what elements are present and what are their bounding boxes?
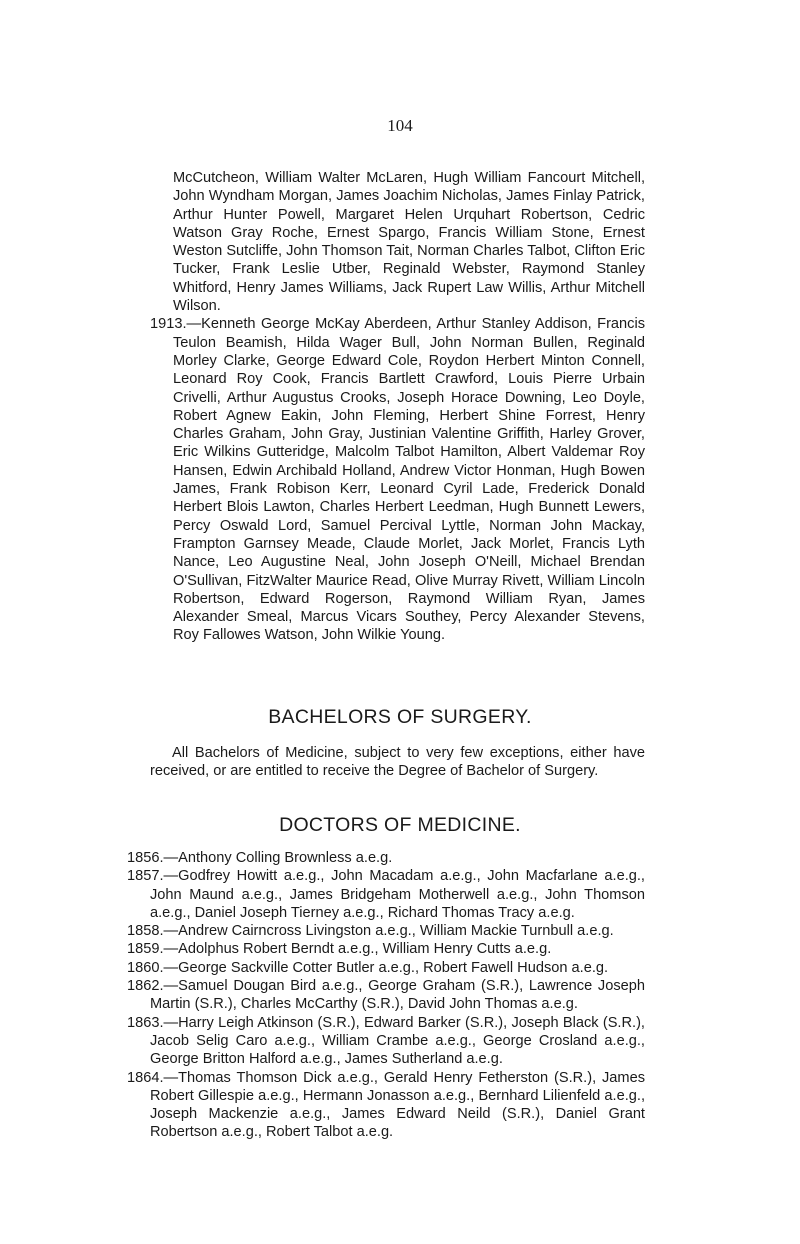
doctor-entry	[127, 1014, 645, 1069]
section-heading-surgery: BACHELORS OF SURGERY.	[268, 706, 532, 728]
doctor-entry	[127, 867, 645, 922]
entry-text: —Godfrey Howitt a.e.g., John Macadam a.e.g., John Macfarlane a.e.g., John Maund a.e.g., James Bridgeham Motherwell a.e.g., John Thomson a.e.g., Daniel Joseph Tierney a.e.g., Richard Thomas Tracy a.e.g.	[150, 868, 645, 921]
doctor-entry	[127, 922, 645, 940]
entry-text: —Adolphus Robert Berndt a.e.g., William Henry Cutts a.e.g.	[163, 941, 552, 958]
entry-year: 1859.	[127, 941, 164, 958]
entry-year: 1857.	[127, 868, 164, 885]
entry-year: 1863.	[127, 1014, 164, 1031]
doctor-entry	[127, 959, 645, 977]
entry-text: —Kenneth George McKay Aberdeen, Arthur Stanley Addison, Francis Teulon Beamish, Hilda Wager Bull, John Norman Bullen, Reginald Morley Clarke, George Edward Cole, Roydon Herbert Minton Connell, Leonard Roy Cook, Francis Bartlett Crawford, Louis Pierre Urbain Crivelli, Arthur Augustus Crooks, Joseph Horace Downing, Leo Doyle, Robert Agnew Eakin, John Fleming, Herbert Shine Forrest, Henry Charles Graham, John Gray, Justinian Valentine Griffith, Harley Grover, Eric Wilkins Gutteridge, Malcolm Talbot Hamilton, Albert Valdemar Roy Hansen, Edwin Archibald Holland, Andrew Victor Honman, Hugh Bowen James, Frank Robison Kerr, Leonard Cyril Lade, Frederick Donald Herbert Blois Lawton, Charles Herbert Leedman, Hugh Bunnett Lewers, Percy Oswald Lord, Samuel Percival Lyttle, Norman John Mackay, Frampton Garnsey Meade, Claude Morlet, Jack Morlet, Francis Lyth Nance, Leo Augustine Neal, John Joseph O'Neill, Michael Brendan O'Sullivan, FitzWalter Maurice Read, Olive Murray Rivett, William Lincoln Robertson, Edward Rogerson, Raymond William Ryan, James Alexander Smeal, Marcus Vicars Southey, Percy Alexander Stevens, Roy Fallowes Watson, John Wilkie Young.	[173, 316, 645, 644]
entry-year: 1913.	[150, 316, 187, 333]
continued-list: McCutcheon, William Walter McLaren, Hugh William Fancourt Mitchell, John Wyndham Morgan, James Joachim Nicholas, James Finlay Patrick, Arthur Hunter Powell, Margaret Helen Urquhart Robertson, Cedric Watson Gray Roche, Ernest Spargo, Francis William Stone, Ernest Weston Sutcliffe, John Thomson Tait, Norman Charles Talbot, Clifton Eric Tucker, Frank Leslie Utber, Reginald Webster, Raymond Stanley Whitford, Henry James Williams, Jack Rupert Law Willis, Arthur Mitchell Wilson.	[173, 170, 645, 315]
entry-year: 1856.	[127, 850, 164, 866]
entry-text: —Thomas Thomson Dick a.e.g., Gerald Henry Fetherston (S.R.), James Robert Gillespie a.e.g., Hermann Jonasson a.e.g., Bernhard Lilienfeld a.e.g., Joseph Mackenzie a.e.g., James Edward Neild (S.R.), Daniel Grant Robertson a.e.g., Robert Talbot a.e.g.	[150, 1069, 645, 1141]
entry-year: 1862.	[127, 978, 164, 995]
doctor-entry	[127, 849, 645, 867]
entry-text: —Samuel Dougan Bird a.e.g., George Graham (S.R.), Lawrence Joseph Martin (S.R.), Charles McCarthy (S.R.), David John Thomas a.e.g.	[150, 978, 645, 1013]
surgery-paragraph: All Bachelors of Medicine, subject to very few exceptions, either have received, or are entitled to receive the Degree of Bachelor of Surgery.	[150, 745, 645, 780]
entry-text: —Harry Leigh Atkinson (S.R.), Edward Barker (S.R.), Joseph Black (S.R.), Jacob Selig Caro a.e.g., William Crambe a.e.g., George Crosland a.e.g., George Britton Halford a.e.g., James Sutherland a.e.g.	[150, 1014, 645, 1068]
entry-year: 1860.	[127, 959, 164, 976]
entry-year: 1864.	[127, 1069, 164, 1086]
entry-year: 1858.	[127, 923, 164, 940]
entry-text: —Anthony Colling Brownless a.e.g.	[163, 850, 393, 866]
section-heading-doctors: DOCTORS OF MEDICINE.	[279, 814, 521, 836]
entry-1913	[150, 315, 645, 644]
page-number: 104	[387, 116, 413, 135]
doctor-entry	[127, 1069, 645, 1142]
doctors-list	[127, 849, 645, 1142]
entry-text: —George Sackville Cotter Butler a.e.g., Robert Fawell Hudson a.e.g.	[163, 959, 609, 976]
graduates-list	[150, 169, 645, 645]
doctor-entry	[127, 977, 645, 1014]
entry-text: —Andrew Cairncross Livingston a.e.g., William Mackie Turnbull a.e.g.	[163, 923, 614, 940]
doctor-entry	[127, 940, 645, 958]
